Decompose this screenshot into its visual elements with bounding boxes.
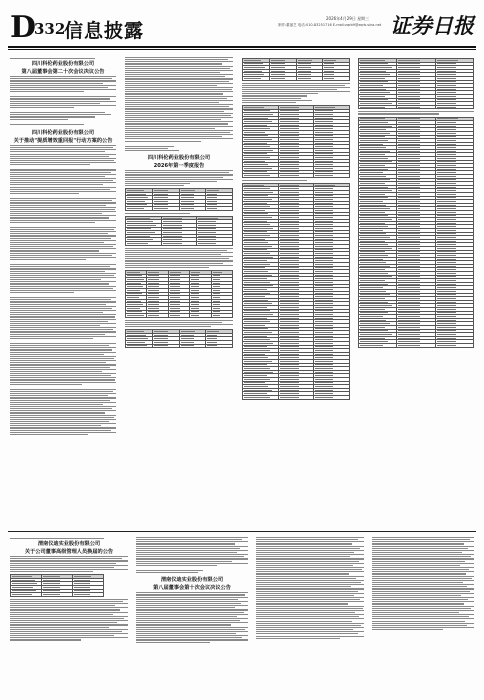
notice-headline: 第八届董事会第二十次会议决议公告 — [21, 69, 105, 76]
financial-table-6 — [242, 105, 350, 178]
notice-company: 四川科伦药业股份有限公司 — [31, 61, 95, 68]
notice-company-4: 渭南仪迪实业股份有限公司 — [37, 541, 101, 548]
notice-headline-2: 关于推动"提质增效重回报"行动方案的公告 — [13, 137, 113, 144]
notice-company-3: 四川科伦药业股份有限公司 — [147, 155, 211, 162]
bottom-column-2 — [136, 536, 248, 694]
notice-headline-4: 关于公司董事高级管理人员换届的公告 — [24, 549, 114, 556]
column-1 — [10, 56, 116, 528]
financial-table-9 — [358, 117, 474, 348]
notice-headline-3: 2026年第一季度报告 — [153, 163, 205, 170]
notice-meta-bottom — [10, 538, 128, 539]
financial-table-1 — [125, 188, 233, 211]
bottom-column-4 — [372, 536, 474, 694]
column-4 — [358, 56, 474, 528]
bottom-column-1 — [10, 536, 128, 694]
page-letter: D — [10, 10, 37, 45]
page-number: 332 — [34, 20, 66, 38]
notice-headline-5: 第八届董事会第十次会议决议公告 — [153, 585, 231, 592]
notice-company-5: 渭南仪迪实业股份有限公司 — [160, 577, 224, 584]
financial-table-5 — [242, 58, 350, 81]
contact-line: 制作:董丽芝 电话:010-83251716 E-mail:zqrb9@zqrb.sina.net — [278, 23, 382, 27]
section-divider — [8, 531, 476, 532]
financial-table-4 — [125, 329, 233, 348]
notice-company-2: 四川科伦药业股份有限公司 — [31, 129, 95, 136]
header-rule — [8, 46, 476, 48]
bottom-column-3 — [256, 536, 364, 694]
column-2 — [125, 56, 233, 528]
section-title: 信息披露 — [64, 20, 145, 42]
financial-table-8 — [358, 58, 474, 109]
header-rule-thin — [8, 49, 476, 50]
issue-date: 2026年4月29日 星期三 — [326, 16, 370, 21]
financial-table-7 — [242, 183, 350, 400]
personnel-table — [10, 574, 104, 597]
newspaper-logo: 证券日报 — [390, 13, 474, 38]
financial-table-3 — [125, 270, 233, 318]
financial-table-2 — [125, 216, 233, 246]
notice-meta — [10, 58, 116, 59]
column-3 — [242, 56, 350, 528]
